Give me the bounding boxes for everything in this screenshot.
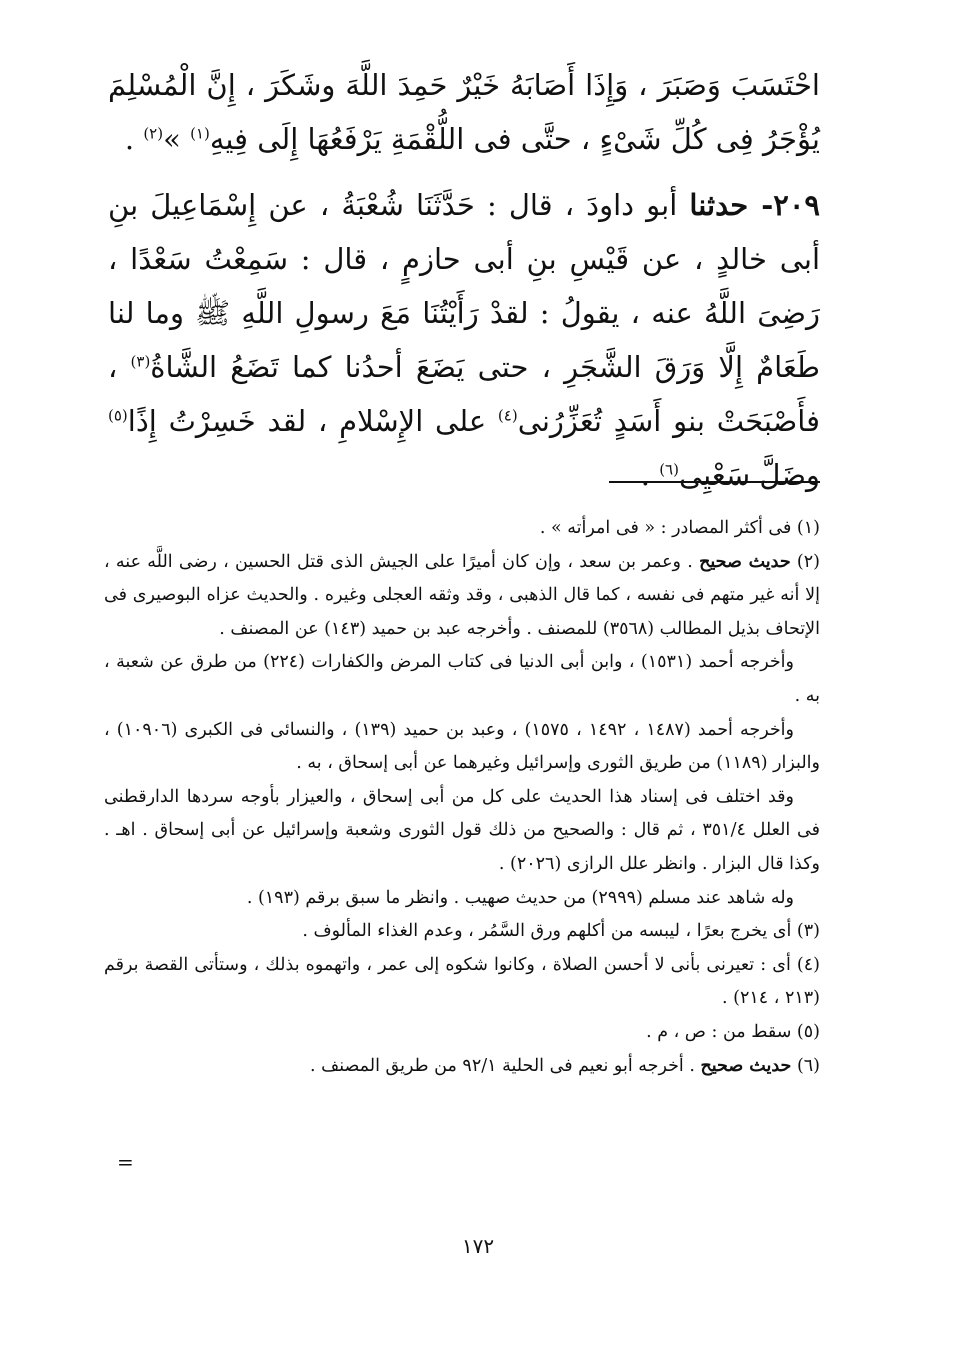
footnote-5: (٥) سقط من : ص ، م . [646,1021,820,1042]
footnote-6-text: . أخرجه أبو نعيم فى الحلية ٩٢/١ من طريق المصنف . [309,1055,701,1076]
footnote-separator-rule [609,481,820,483]
footnote-ref-4[interactable]: (٤) [497,406,518,425]
footnote-2 [104,546,820,647]
footnote-2-text: . وعمر بن سعد ، وإن كان أميرًا على الجيش الذى قتل الحسين ، رضى اللَّه عنه ، إلا أنه غير متهم فى نفسه ، كما قال الذهبى ، وقد وثقه العجلى وغيره . والحديث عزاه البوصيرى فى الإتحاف بذيل المطالب (٣٥٦٨) للمصنف . وأخرجه عبد بن حميد (١٤٣) عن المصنف . [104,551,820,639]
hadith-end: . [640,458,660,492]
footnote-2-grade: حديث صحيح [699,551,791,572]
hadith-209-paragraph [108,178,820,502]
footnotes [104,512,820,1083]
main-text [108,58,820,502]
paragraph-end: . [124,122,144,156]
hadith-lead-word: حدثنا [689,188,749,222]
footnote-6 [104,1050,820,1084]
footnote-6-grade: حديث صحيح [700,1055,792,1076]
footnote-ref-5[interactable]: (٥) [108,406,128,425]
footnote-ref-6[interactable]: (٦) [659,460,679,479]
footnote-2-paragraph-5: وله شاهد عند مسلم (٢٩٩٩) من حديث صهيب . وانظر ما سبق برقم (١٩٣) . [246,887,794,908]
continuation-mark: = [117,1150,134,1174]
hadith-text-part-1: أبو داودَ ، قال : حَدَّثَنَا شُعْبَةُ ، عن إِسْمَاعِيلَ بنِ أبى خالدٍ ، عن قَيْسِ بنِ أبى حازمٍ ، قال : سَمِعْتُ سَعْدًا ، رَضِىَ اللَّهُ عنه ، يقولُ : لقدْ رَأَيْتُنَا مَعَ رسولِ اللَّهِ ﷺ وما لنا طَعَامٌ إِلَّا وَرَقَ الشَّجَرِ ، حتى يَضَعَ أحدُنا كما تَضَعُ الشَّاةُ [108,188,821,384]
closing-quote: » [163,122,191,156]
footnote-ref-2[interactable]: (٢) [143,124,164,143]
hadith-text-part-4: وضَلَّ سَعْيِى [678,458,820,492]
footnote-1: (١) فى أكثر المصادر : « فى امرأته » . [539,518,820,538]
hadith-text-part-2: ، فأَصْبَحَتْ بنو أَسَدٍ تُعَزِّرُنى [108,350,820,438]
footnote-2-paragraph-3: وأخرجه أحمد (١٤٨٧ ، ١٤٩٢ ، ١٥٧٥) ، وعبد بن حميد (١٣٩) ، والنسائى فى الكبرى (١٠٩٠٦) ، والبزار (١١٨٩) من طريق الثورى وإسرائيل وغيرهما عن أبى إسحاق ، به . [104,719,820,774]
footnote-4: (٤) أى : تعيرنى بأنى لا أحسن الصلاة ، وكانوا شكوه إلى عمر ، واتهموه بذلك ، وستأتى القصة برقم (٢١٣ ، ٢١٤) . [104,954,820,1009]
hadith-continuation-paragraph [108,58,820,166]
page-number: ١٧٢ [461,1234,495,1258]
hadith-text-part-3: على الإِسْلامِ ، لقد خَسِرْتُ إِذًا [127,404,498,438]
footnote-2-number: (٢) [790,551,820,572]
hadith-continuation-text: احْتَسَبَ وَصَبَرَ ، وَإِذَا أَصَابَهُ خَيْرٌ حَمِدَ اللَّهَ وشَكَرَ ، إِنَّ الْمُسْلِمَ يُؤْجَرُ فِى كُلِّ شَىْءٍ ، حتَّى فى اللُّقْمَةِ يَرْفَعُهَا إِلَى فِيهِ [108,68,820,156]
footnote-ref-3[interactable]: (٣) [130,352,151,371]
footnote-ref-1[interactable]: (١) [190,124,210,143]
footnote-2-paragraph-2: وأخرجه أحمد (١٥٣١) ، وابن أبى الدنيا فى كتاب المرض والكفارات (٢٢٤) من طرق عن شعبة ، به . [104,652,820,706]
footnote-6-number: (٦) [791,1055,820,1076]
footnote-2-paragraph-4: وقد اختلف فى إسناد هذا الحديث على كل من أبى إسحاق ، والعيزار بأوجه سردها الدارقطنى فى العلل ٣٥١/٤ ، ثم قال : والصحيح من ذلك قول الثورى وشعبة وإسرائيل عن أبى إسحاق . اهـ . وكذا قال البزار . وانظر علل الرازى (٢٠٢٦) . [104,786,820,874]
hadith-number: ٢٠٩- [748,188,820,222]
footnote-3: (٣) أى يخرج بعرًا ، ليبسه من أكلهم ورق السَّمُر ، وعدم الغذاء المألوف . [302,921,820,942]
